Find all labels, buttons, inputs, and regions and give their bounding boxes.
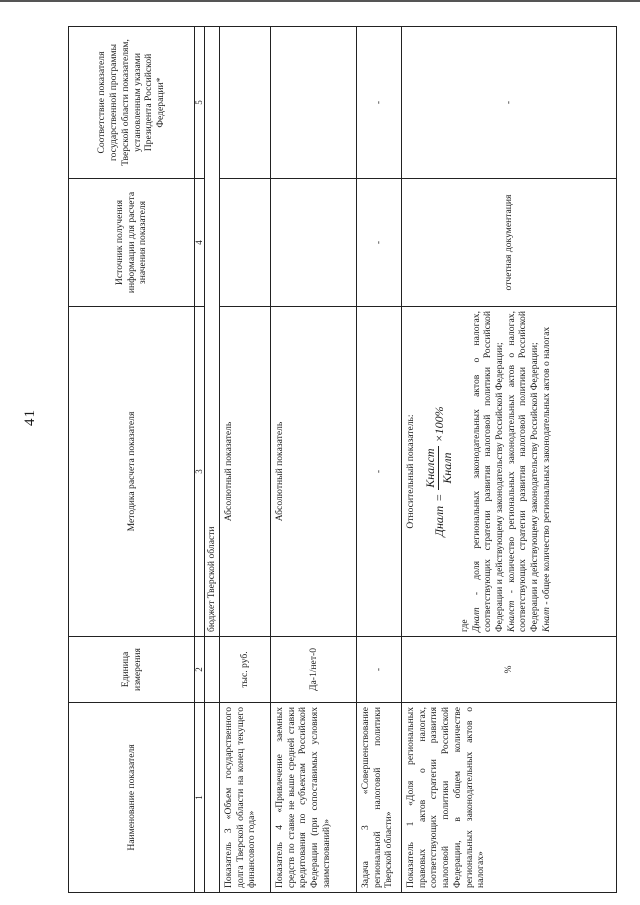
- indicator-correspondence: -: [357, 27, 402, 179]
- method-intro: Относительный показатель:: [405, 414, 416, 529]
- indicator-unit: Да-1/нет-0: [271, 637, 357, 703]
- indicator-unit: %: [402, 637, 617, 703]
- indicator-source: [271, 179, 357, 307]
- indicator-name: Задача 3 «Совершенствование региональной налоговой политики Тверской области»: [357, 703, 402, 893]
- formula-denominator: Кналп: [440, 452, 455, 484]
- formula: [423, 406, 455, 536]
- indicator-name: Показатель 4 «Привлечение заемных средств по ставке не выше средней ставки кредитования по субъектам Российской Федерации (при сопоставимых условиях заимствований)»: [271, 703, 357, 893]
- indicator-source: отчетная документация: [402, 179, 617, 307]
- col-number: 4: [195, 179, 205, 307]
- page-number: 41: [22, 409, 38, 426]
- where-label: где: [458, 619, 470, 632]
- section-empty-cell: [205, 703, 220, 893]
- header-method: Методика расчета показателя: [69, 307, 195, 637]
- indicator-method: Абсолютный показатель: [220, 307, 271, 637]
- table-row: [220, 27, 271, 893]
- col-number: 2: [195, 637, 205, 703]
- definition-symbol: Кналст: [505, 600, 517, 632]
- definition: [541, 311, 553, 632]
- indicator-correspondence: [220, 27, 271, 179]
- column-numbers-row: [195, 27, 205, 893]
- indicator-name: Показатель 1 «Доля региональных правовых актов о налогах, соответствующих стратегии развития налоговой политики Российской Федерации, в общем количестве региональных законодательных актов о налогах»: [402, 703, 617, 893]
- indicator-source: [220, 179, 271, 307]
- col-number: 1: [195, 703, 205, 893]
- formula-block: [423, 311, 455, 632]
- section-empty-cell: [205, 637, 220, 703]
- definition-text: - общее количество региональных законодательных актов о налогах: [540, 326, 552, 608]
- formula-numerator: Кналст: [423, 446, 440, 489]
- header-unit: Единица измерения: [69, 637, 195, 703]
- formula-lhs: Дналп: [431, 505, 446, 537]
- table-row: [402, 27, 617, 893]
- section-row: [205, 27, 220, 893]
- header-row: [69, 27, 195, 893]
- indicator-correspondence: [271, 27, 357, 179]
- table-row: [357, 27, 402, 893]
- definition-symbol: Дналп: [470, 607, 482, 632]
- indicator-method: [402, 307, 617, 637]
- indicator-method: Абсолютный показатель: [271, 307, 357, 637]
- definition: [506, 311, 541, 632]
- indicator-unit: тыс. руб.: [220, 637, 271, 703]
- definition-text: - количество региональных законодательных актов о налогах, соответствующих стратегии развития налоговой политики Российской Федерации и действующему законодательству Российской Федерации;: [505, 311, 541, 632]
- formula-fraction: [423, 446, 455, 489]
- formula-eq: =: [431, 493, 446, 502]
- definition-symbol: Кналп: [540, 607, 552, 632]
- table-row: [271, 27, 357, 893]
- section-label: бюджет Тверской области: [205, 27, 220, 637]
- indicator-name: Показатель 3 «Объем государственного долга Тверской области на конец текущего финансового года»: [220, 703, 271, 893]
- definition: [471, 311, 506, 632]
- header-indicator-name: Наименование показателя: [69, 703, 195, 893]
- indicator-unit: -: [357, 637, 402, 703]
- rotated-table-page: [68, 27, 588, 893]
- header-source: Источник получения информации для расчета значения показателя: [69, 179, 195, 307]
- definition-text: - доля региональных законодательных актов о налогах, соответствующих стратегии развития налоговой политики Российской Федерации и действующему законодательству Российской Федерации;: [470, 311, 506, 632]
- header-correspondence: Соответствие показателя государственной программы Тверской области показателям, установленным указами Президента Российской Федерации*: [69, 27, 195, 179]
- formula-times: ×100%: [431, 406, 446, 443]
- indicator-method: -: [357, 307, 402, 637]
- top-edge-line: [0, 0, 640, 2]
- col-number: 3: [195, 307, 205, 637]
- indicator-source: -: [357, 179, 402, 307]
- indicator-correspondence: -: [402, 27, 617, 179]
- indicators-table: [68, 26, 617, 893]
- col-number: 5: [195, 27, 205, 179]
